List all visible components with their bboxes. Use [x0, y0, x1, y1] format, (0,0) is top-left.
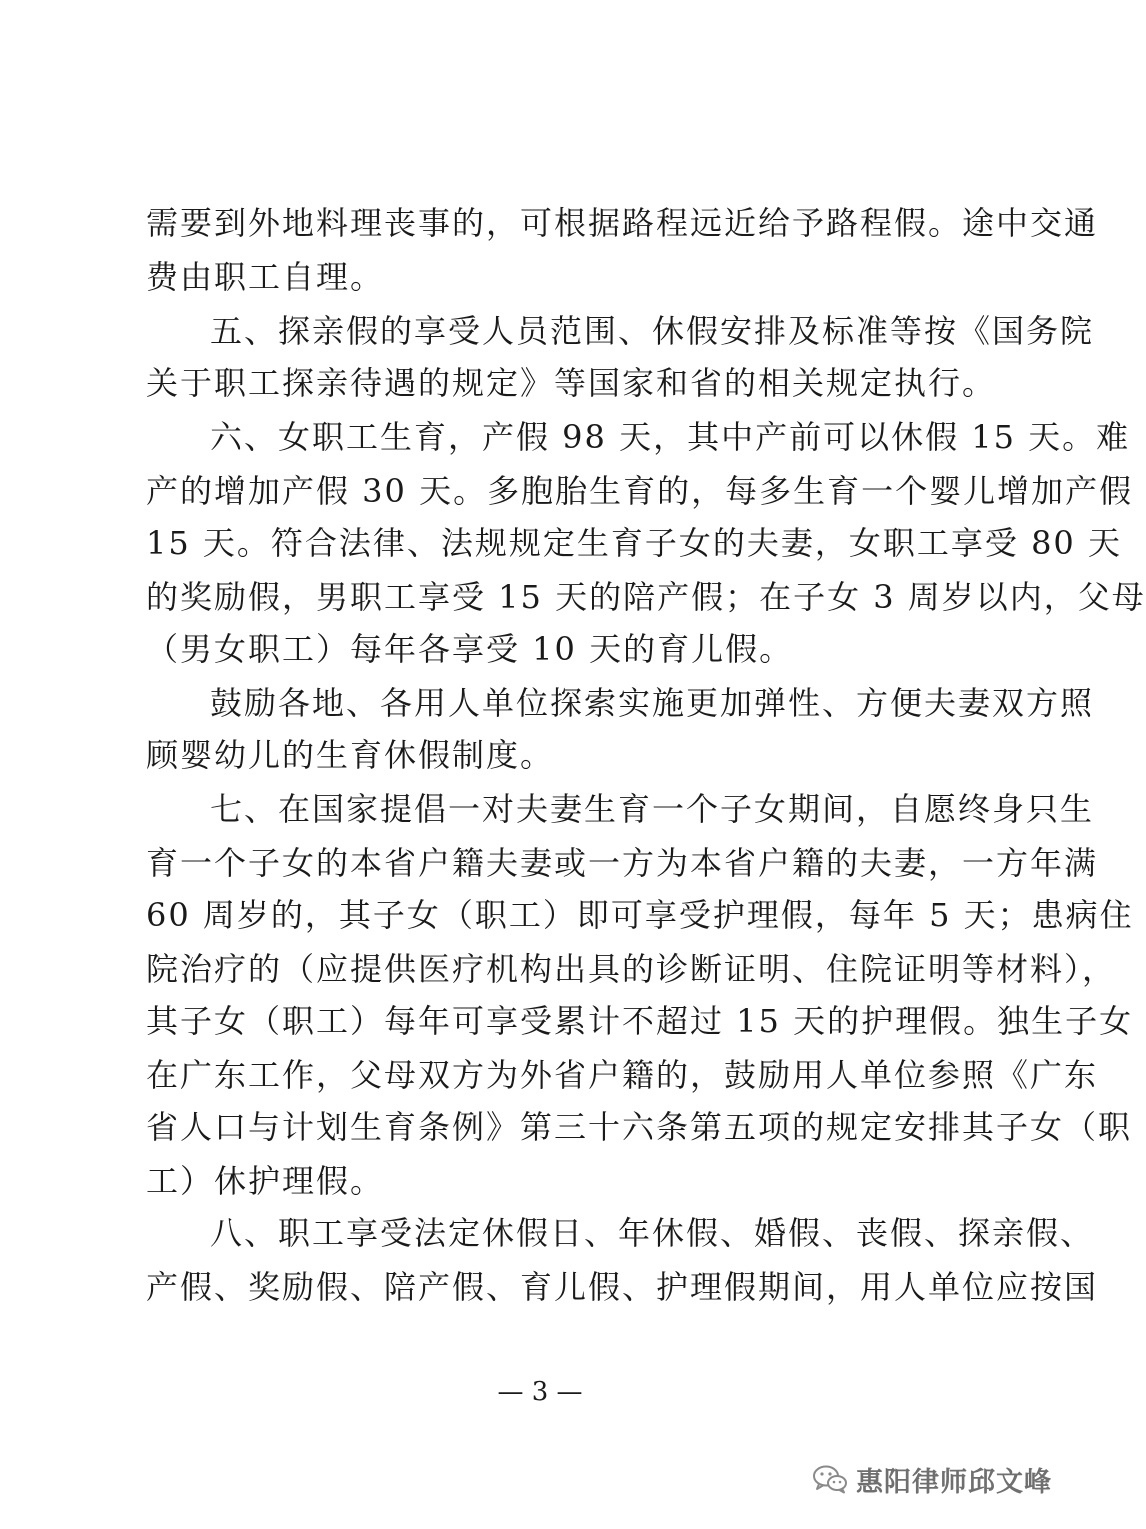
text-line: 七、在国家提倡一对夫妻生育一个子女期间，自愿终身只生: [210, 790, 1095, 828]
text-line: 60 周岁的，其子女（职工）即可享受护理假，每年 5 天；患病住: [146, 896, 1134, 934]
text-line: 产假、奖励假、陪产假、育儿假、护理假期间，用人单位应按国: [146, 1268, 1099, 1306]
page-number: — 3 —: [497, 1377, 583, 1407]
text-line: 院治疗的（应提供医疗机构出具的诊断证明、住院证明等材料），: [146, 950, 1117, 988]
text-line: 需要到外地料理丧事的，可根据路程远近给予路程假。途中交通: [146, 204, 1099, 242]
text-line: 六、女职工生育，产假 98 天，其中产前可以休假 15 天。难: [210, 418, 1131, 456]
text-line: 其子女（职工）每年可享受累计不超过 15 天的护理假。独生子女: [146, 1002, 1134, 1040]
text-line: 顾婴幼儿的生育休假制度。: [146, 736, 555, 774]
watermark: [812, 1459, 1052, 1499]
text-line: 关于职工探亲待遇的规定》等国家和省的相关规定执行。: [146, 364, 997, 402]
text-line: 工）休护理假。: [146, 1162, 385, 1200]
text-line: （男女职工）每年各享受 10 天的育儿假。: [146, 630, 794, 668]
text-line: 鼓励各地、各用人单位探索实施更加弹性、方便夫妻双方照: [210, 684, 1095, 722]
text-line: 的奖励假，男职工享受 15 天的陪产假；在子女 3 周岁以内，父母: [146, 578, 1146, 616]
text-line: 费由职工自理。: [146, 258, 385, 296]
text-line: 在广东工作，父母双方为外省户籍的，鼓励用人单位参照《广东: [146, 1056, 1099, 1094]
text-line: 五、探亲假的享受人员范围、休假安排及标准等按《国务院: [210, 312, 1095, 350]
text-line: 育一个子女的本省户籍夫妻或一方为本省户籍的夫妻，一方年满: [146, 844, 1099, 882]
watermark-text: 惠阳律师邱文峰: [856, 1466, 1052, 1498]
text-line: 产的增加产假 30 天。多胞胎生育的，每多生育一个婴儿增加产假: [146, 472, 1134, 510]
text-line: 省人口与计划生育条例》第三十六条第五项的规定安排其子女（职: [146, 1108, 1133, 1146]
text-line: 八、职工享受法定休假日、年休假、婚假、丧假、探亲假、: [210, 1214, 1095, 1252]
wechat-icon: [812, 1464, 848, 1494]
text-line: 15 天。符合法律、法规规定生育子女的夫妻，女职工享受 80 天: [146, 524, 1122, 562]
